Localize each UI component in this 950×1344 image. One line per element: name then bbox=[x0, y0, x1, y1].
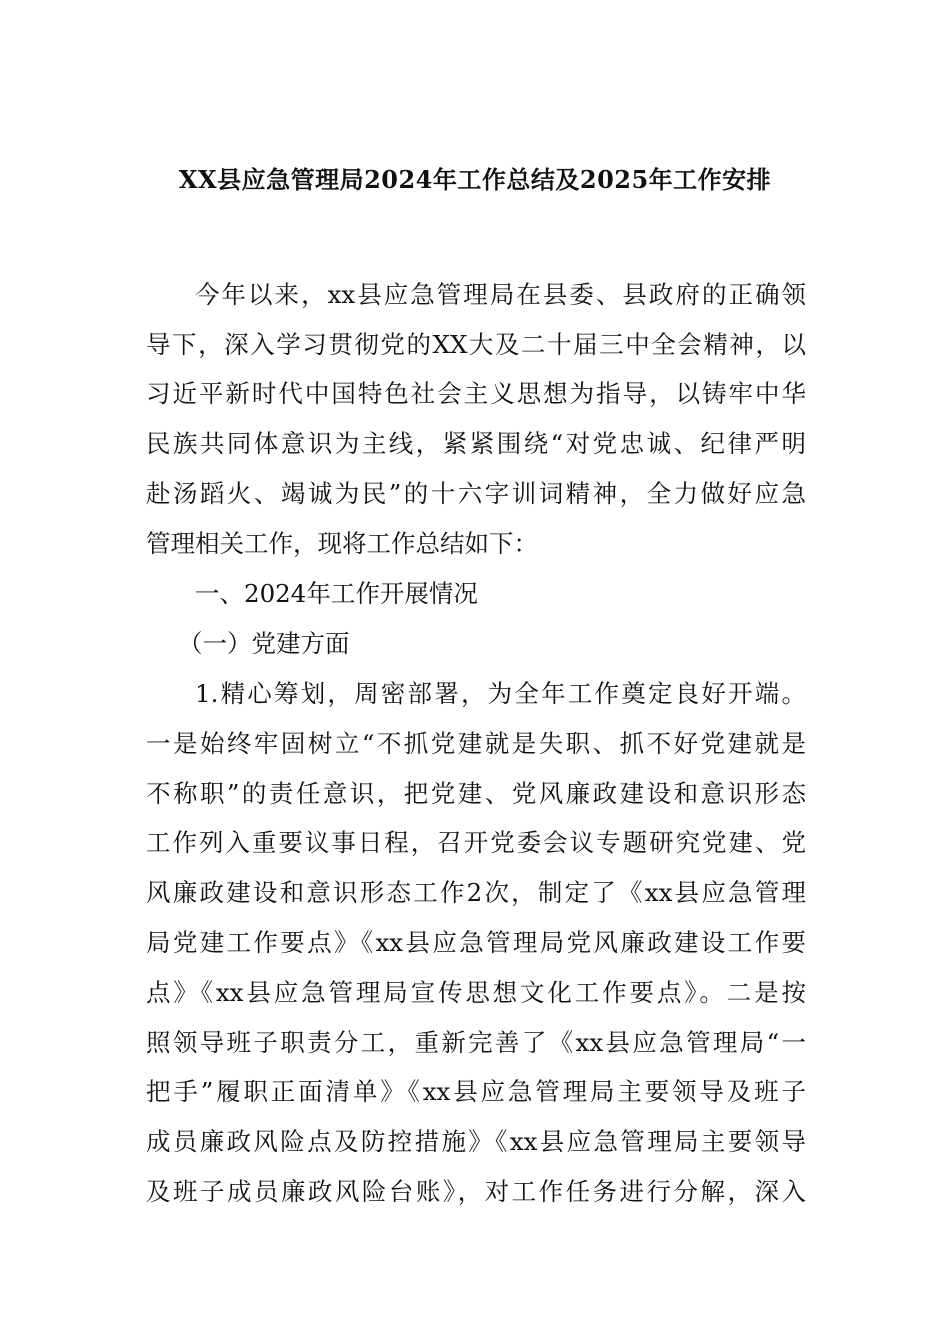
section-heading-1: 一、2024年工作开展情况 bbox=[195, 579, 478, 608]
document-title: XX县应急管理局2024年工作总结及2025年工作安排 bbox=[178, 165, 772, 194]
body-line-16: 及班子成员廉政风险台账》，对工作任务进行分解，深入 bbox=[146, 1177, 806, 1206]
body-line-4: 民族共同体意识为主线，紧紧围绕“对党忠诚、纪律严明 bbox=[146, 429, 806, 458]
body-line-7: 一是始终牢固树立“不抓党建就是失职、抓不好党建就是 bbox=[146, 729, 806, 758]
body-line-11: 局党建工作要点》《xx县应急管理局党风廉政建设工作要 bbox=[146, 928, 806, 957]
body-line-1: 今年以来，xx县应急管理局在县委、县政府的正确领 bbox=[195, 280, 806, 309]
body-line-2: 导下，深入学习贯彻党的XX大及二十届三中全会精神，以 bbox=[146, 330, 806, 359]
body-line-15: 成员廉政风险点及防控措施》《xx县应急管理局主要领导 bbox=[146, 1127, 806, 1156]
body-line-12: 点》《xx县应急管理局宣传思想文化工作要点》。二是按 bbox=[146, 978, 806, 1007]
body-line-8: 不称职”的责任意识，把党建、党风廉政建设和意识形态 bbox=[146, 779, 806, 808]
body-line-6: 管理相关工作，现将工作总结如下： bbox=[146, 529, 538, 558]
body-line-13: 照领导班子职责分工，重新完善了《xx县应急管理局“一 bbox=[146, 1028, 806, 1057]
body-line-5: 赴汤蹈火、竭诚为民”的十六字训词精神，全力做好应急 bbox=[146, 479, 806, 508]
item-heading-1: 1.精心筹划，周密部署，为全年工作奠定良好开端。 bbox=[195, 679, 806, 708]
subsection-heading-1: （一）党建方面 bbox=[178, 629, 350, 658]
body-line-9: 工作列入重要议事日程，召开党委会议专题研究党建、党 bbox=[146, 828, 806, 857]
body-line-3: 习近平新时代中国特色社会主义思想为指导，以铸牢中华 bbox=[146, 379, 806, 408]
body-line-14: 把手”履职正面清单》《xx县应急管理局主要领导及班子 bbox=[146, 1077, 806, 1106]
body-line-10: 风廉政建设和意识形态工作2次，制定了《xx县应急管理 bbox=[146, 878, 806, 907]
